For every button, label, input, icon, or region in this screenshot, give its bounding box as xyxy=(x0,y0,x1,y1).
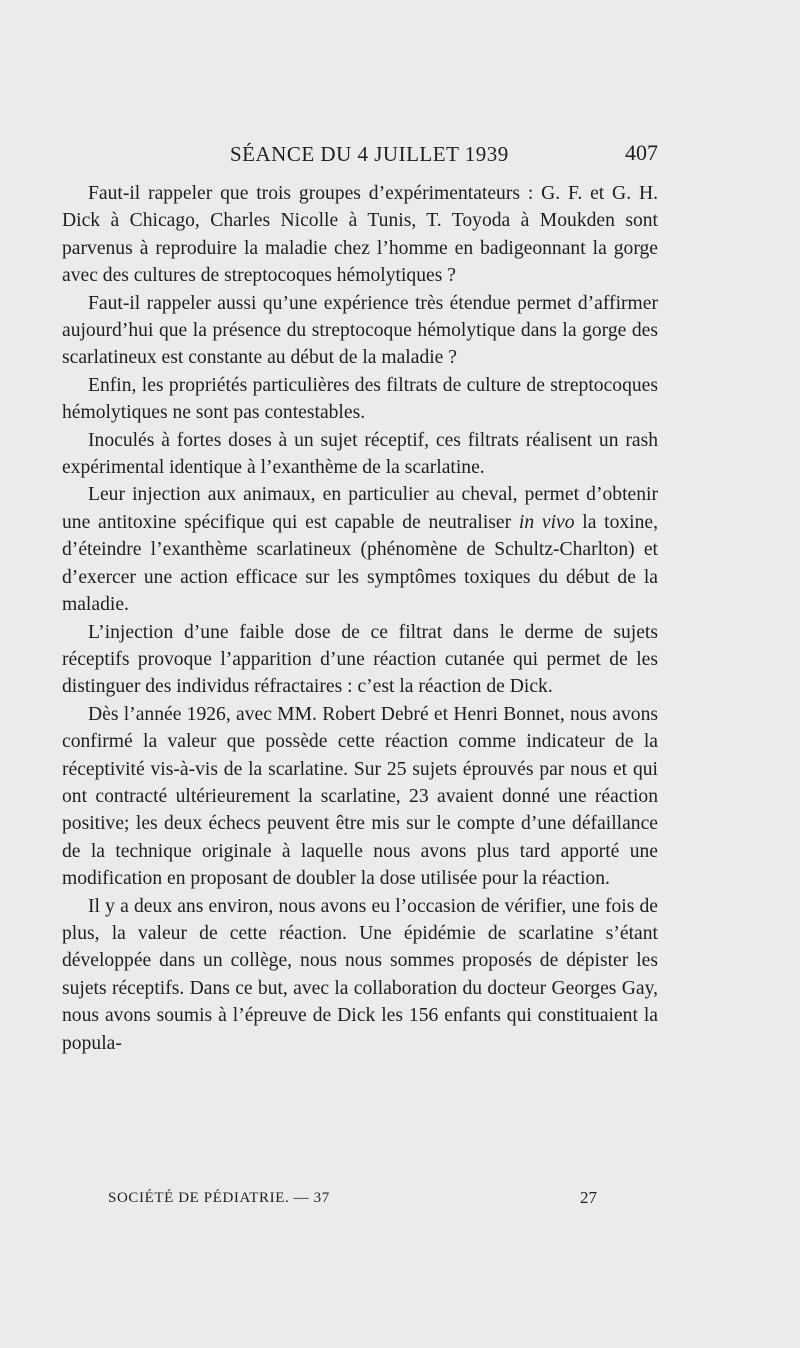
running-head xyxy=(62,138,658,170)
paragraph: Enfin, les propriétés particulières des filtrats de culture de streptocoques hémolytiques ne sont pas contestables. xyxy=(62,374,658,424)
paragraph: Faut-il rappeler aussi qu’une expérience très étendue permet d’affirmer aujourd’hui que la présence du streptocoque hémolytique dans la gorge des scarlatineux est constante au début de la maladie ? xyxy=(62,292,658,369)
text-run: Leur injection aux animaux, en particulier au cheval, permet d’obtenir une antitoxine spécifique qui est capable de neutraliser xyxy=(62,484,658,533)
italic-term: in vivo xyxy=(518,511,575,533)
running-title: SÉANCE DU 4 JUILLET 1939 xyxy=(230,142,509,166)
paragraph: Il y a deux ans environ, nous avons eu l’occasion de vérifier, une fois de plus, la valeur de cette réaction. Une épidémie de scarlatine s’étant développée dans un collège, nous nous sommes proposés de dépister les sujets réceptifs. Dans ce but, avec la collaboration du docteur Georges Gay, nous avons soumis à l’épreuve de Dick les 156 enfants qui constituaient la popula- xyxy=(62,895,658,1054)
paragraph: Dès l’année 1926, avec MM. Robert Debré et Henri Bonnet, nous avons confirmé la valeur que possède cette réaction comme indicateur de la réceptivité vis-à-vis de la scarlatine. Sur 25 sujets éprouvés par nous et qui ont contracté ultérieurement la scarlatine, 23 avaient donné une réaction positive; les deux échecs peuvent être mis sur le compte d’une défaillance de la technique originale à laquelle nous avons plus tard apporté une modification en proposant de doubler la dose utilisée pour la réaction. xyxy=(62,703,658,890)
paragraph: Inoculés à fortes doses à un sujet réceptif, ces filtrats réalisent un rash expérimental identique à l’exanthème de la scarlatine. xyxy=(62,429,658,479)
paragraph: L’injection d’une faible dose de ce filtrat dans le derme de sujets réceptifs provoque l’apparition d’une réaction cutanée qui permet de les distinguer des individus réfractaires : c’est la réaction de Dick. xyxy=(62,621,658,698)
text-run: la toxine, d’éteindre l’exanthème scarlatineux (phénomène de Schultz-Charlton) et d’exercer une action efficace sur les symptômes toxiques du début de la maladie. xyxy=(62,511,659,616)
signature-mark: SOCIÉTÉ DE PÉDIATRIE. — 37 xyxy=(108,1190,330,1206)
body-text xyxy=(62,180,658,1057)
page-number: 407 xyxy=(625,140,658,165)
paragraph: Faut-il rappeler que trois groupes d’expérimentateurs : G. F. et G. H. Dick à Chicago, Charles Nicolle à Tunis, T. Toyoda à Moukden sont parvenus à reproduire la maladie chez l’homme en badigeonnant la gorge avec des cultures de streptocoques hémolytiques ? xyxy=(62,183,658,287)
sheet-number: 27 xyxy=(580,1188,597,1207)
paragraph xyxy=(62,481,658,618)
page-footer xyxy=(62,1188,658,1214)
